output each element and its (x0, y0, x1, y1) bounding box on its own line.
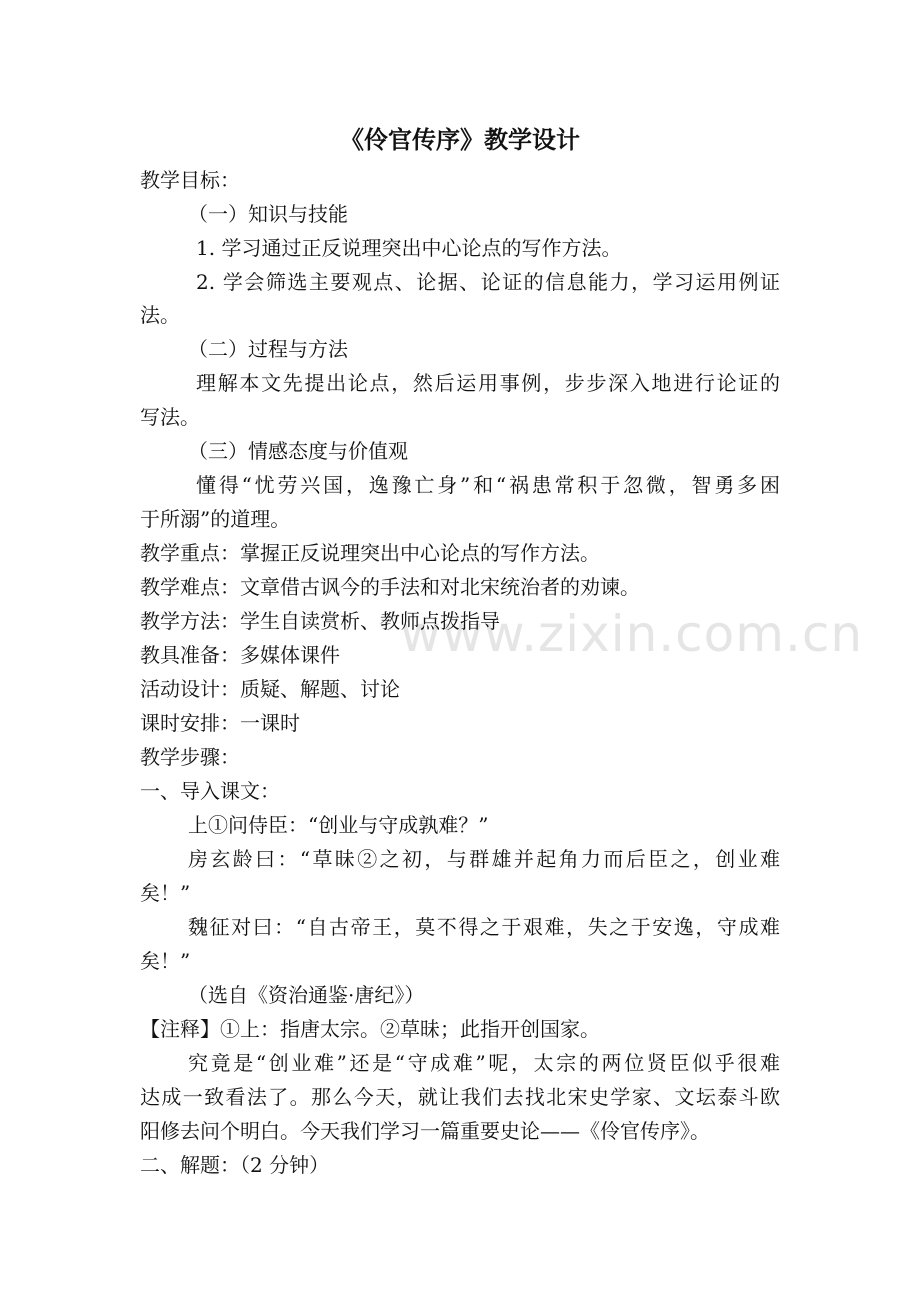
class-schedule: 课时安排：一课时 (140, 711, 300, 735)
intro-paragraph-line-1: 究竟是“创业难”还是“守成难”呢，太宗的两位贤臣似乎很难 (188, 1051, 780, 1075)
process-text: 理解本文先提出论点，然后运用事例，步步深入地进行论证的 (196, 371, 780, 395)
subheading-emotion: （三）情感态度与价值观 (188, 439, 408, 463)
step-1-heading: 一、导入课文： (140, 779, 280, 803)
subheading-process: （二）过程与方法 (188, 337, 348, 361)
quote-line-3: 魏征对曰：“自古帝王，莫不得之于艰难，失之于安逸，守成难 (188, 915, 780, 939)
emotion-text: 懂得“忧劳兴国，逸豫亡身”和“祸患常积于忽微，智勇多困 (196, 473, 780, 497)
goal-item-2-cont: 法。 (140, 303, 180, 327)
quote-line-2: 房玄龄曰：“草昧②之初，与群雄并起角力而后臣之，创业难 (188, 847, 780, 871)
step-2-heading: 二、解题：（2 分钟） (140, 1153, 330, 1177)
subheading-knowledge: （一）知识与技能 (188, 202, 348, 226)
quote-line-3-cont: 矣！” (140, 949, 191, 973)
emotion-text-cont: 于所溺”的道理。 (140, 507, 291, 531)
intro-paragraph-line-2: 达成一致看法了。那么今天，就让我们去找北宋史学家、文坛泰斗欧 (140, 1085, 780, 1109)
teaching-focus: 教学重点：掌握正反说理突出中心论点的写作方法。 (140, 541, 600, 565)
watermark: www.zixin.com.cn (400, 605, 864, 663)
heading-teaching-goals: 教学目标： (140, 168, 240, 192)
heading-teaching-steps: 教学步骤： (140, 745, 240, 769)
teaching-method: 教学方法：学生自读赏析、教师点拨指导 (140, 609, 500, 633)
quote-line-2-cont: 矣！” (140, 881, 191, 905)
quote-line-1: 上①问侍臣：“创业与守成孰难？” (188, 813, 489, 837)
document-title: 《伶官传序》教学设计 (340, 126, 580, 154)
teaching-aids: 教具准备：多媒体课件 (140, 643, 340, 667)
teaching-difficulty: 教学难点：文章借古讽今的手法和对北宋统治者的劝谏。 (140, 575, 640, 599)
quote-source: （选自《资治通鉴·唐纪》） (188, 983, 425, 1007)
goal-item-2: 2. 学会筛选主要观点、论据、论证的信息能力，学习运用例证 (196, 270, 780, 294)
annotation: 【注释】①上：指唐太宗。②草昧；此指开创国家。 (140, 1017, 600, 1041)
intro-paragraph-line-3: 阳修去问个明白。今天我们学习一篇重要史论——《伶官传序》。 (140, 1119, 710, 1143)
activity-design: 活动设计：质疑、解题、讨论 (140, 677, 400, 701)
process-text-cont: 写法。 (140, 405, 200, 429)
goal-item-1: 1. 学习通过正反说理突出中心论点的写作方法。 (196, 236, 622, 260)
